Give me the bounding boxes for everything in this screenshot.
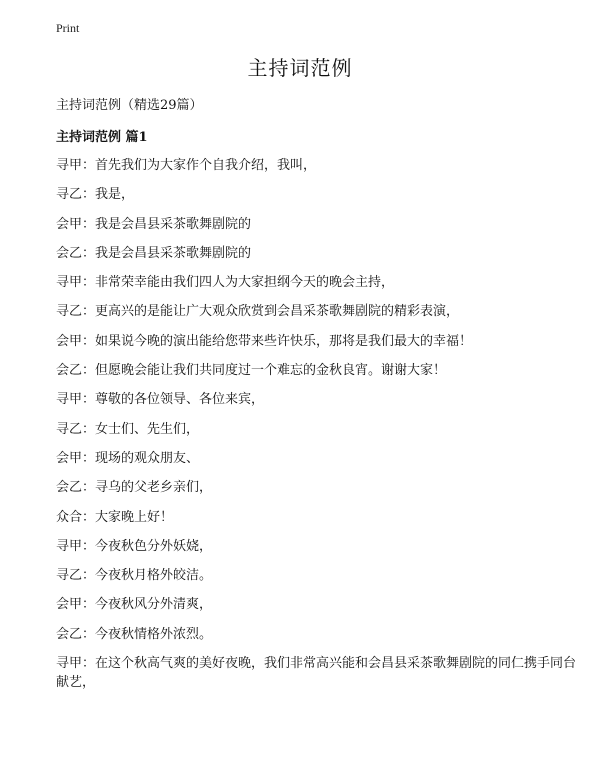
script-line: 会甲：现场的观众朋友、 [56, 450, 200, 466]
script-line: 寻乙：今夜秋月格外皎洁。 [56, 568, 213, 584]
script-line: 会乙：我是会昌县采茶歌舞剧院的 [56, 245, 252, 261]
script-line: 寻乙：女士们、先生们， [56, 421, 200, 437]
document-subtitle: 主持词范例（精选29篇） [56, 98, 203, 113]
script-line: 寻甲：尊敬的各位领导、各位来宾， [56, 392, 265, 408]
script-line: 会甲：我是会昌县采茶歌舞剧院的 [56, 216, 252, 232]
script-line: 寻甲：非常荣幸能由我们四人为大家担纲今天的晚会主持， [56, 275, 395, 291]
script-line: 会甲：如果说今晚的演出能给您带来些许快乐，那将是我们最大的幸福！ [56, 333, 473, 349]
script-line: 会乙：但愿晚会能让我们共同度过一个难忘的金秋良宵。谢谢大家！ [56, 363, 447, 379]
script-line: 会甲：今夜秋风分外清爽， [56, 597, 213, 613]
script-line: 会乙：今夜秋情格外浓烈。 [56, 626, 213, 642]
script-line: 寻甲：首先我们为大家作个自我介绍，我叫， [56, 158, 317, 173]
script-line: 会乙：寻乌的父老乡亲们， [56, 480, 213, 496]
script-line: 寻乙：更高兴的是能让广大观众欣赏到会昌采茶歌舞剧院的精彩表演， [56, 304, 460, 320]
script-line: 寻乙：我是， [56, 187, 135, 203]
script-lines [56, 156, 576, 692]
document-title: 主持词范例 [247, 56, 353, 80]
script-line: 寻甲：在这个秋高气爽的美好夜晚，我们非常高兴能和会昌县采茶歌舞剧院的同仁携手同台献艺， [56, 656, 577, 691]
print-link[interactable]: Print [56, 21, 80, 35]
section-heading: 主持词范例 篇1 [56, 130, 148, 145]
script-line: 寻甲：今夜秋色分外妖娆， [56, 538, 213, 554]
script-line: 众合：大家晚上好！ [56, 509, 174, 525]
